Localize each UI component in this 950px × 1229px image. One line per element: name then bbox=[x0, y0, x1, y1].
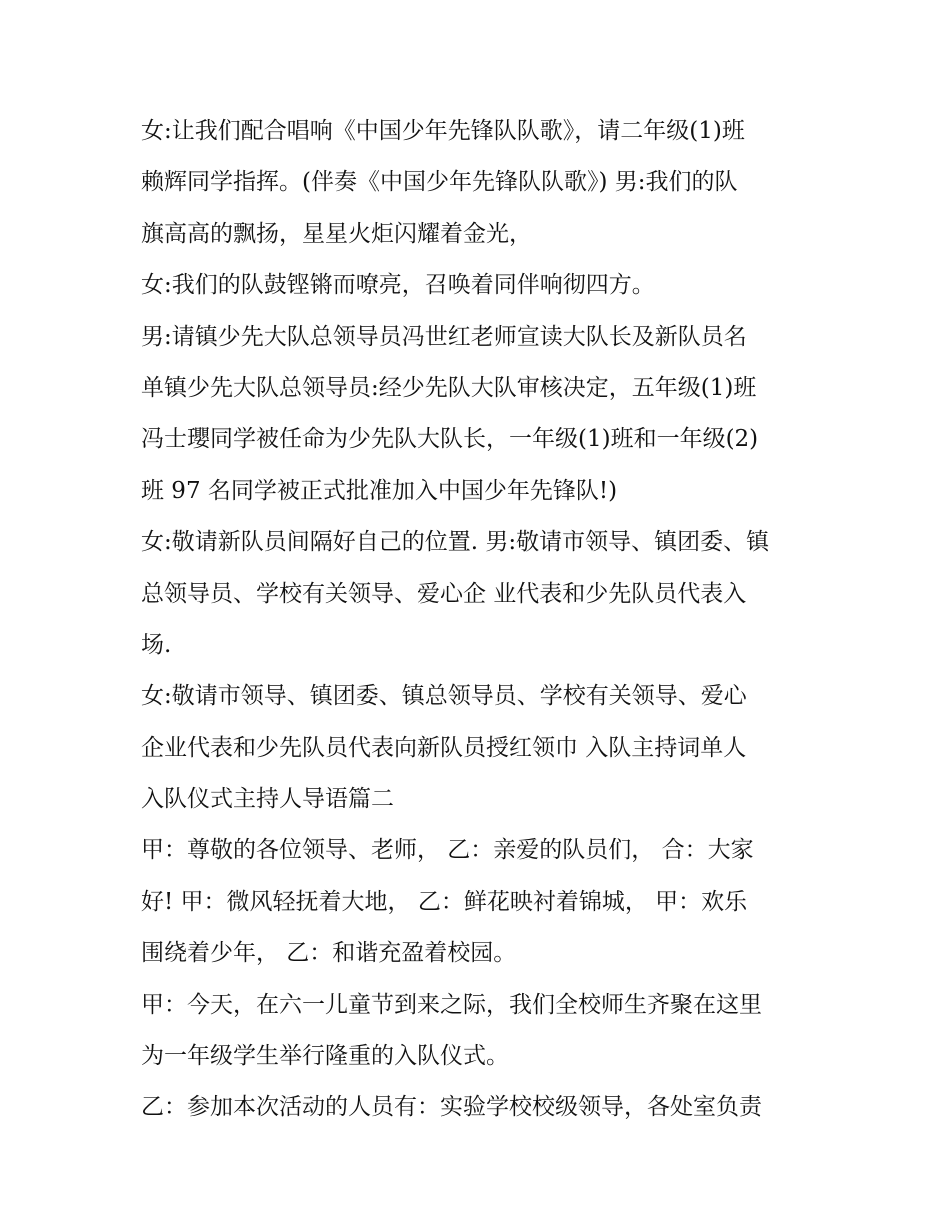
document-body bbox=[141, 106, 821, 1134]
text-line: 为一年级学生举行隆重的入队仪式。 bbox=[141, 1043, 509, 1070]
text-line: 男:请镇少先大队总领导员冯世红老师宣读大队长及新队员名 bbox=[141, 323, 747, 350]
text-line: 总领导员、学校有关领导、爱心企 业代表和少先队员代表入 bbox=[141, 580, 747, 607]
text-line: 女:敬请市领导、镇团委、镇总领导员、学校有关领导、爱心 bbox=[141, 683, 747, 710]
text-line: 好! 甲：微风轻抚着大地， 乙：鲜花映衬着锦城， 甲：欢乐 bbox=[141, 888, 748, 915]
text-line: 甲：今天，在六一儿童节到来之际，我们全校师生齐聚在这里 bbox=[141, 991, 762, 1018]
text-line: 赖辉同学指挥。(伴奏《中国少年先锋队队歌》) 男:我们的队 bbox=[141, 169, 738, 196]
text-line: 围绕着少年， 乙：和谐充盈着校园。 bbox=[141, 940, 517, 967]
section-heading: 入队仪式主持人导语篇二 bbox=[141, 786, 394, 813]
text-line: 班 97 名同学被正式批准加入中国少年先锋队!) bbox=[141, 477, 618, 504]
text-line: 单镇少先大队总领导员:经少先队大队审核决定，五年级(1)班 bbox=[141, 374, 757, 401]
text-line: 场. bbox=[141, 631, 172, 658]
text-line: 冯士瓔同学被任命为少先队大队长，一年级(1)班和一年级(2) bbox=[141, 426, 759, 453]
text-line: 旗高高的飘扬，星星火炬闪耀着金光， bbox=[141, 220, 532, 247]
text-line: 企业代表和少先队员代表向新队员授红领巾 入队主持词单人 bbox=[141, 734, 747, 761]
text-line: 女:敬请新队员间隔好自己的位置. 男:敬请市领导、镇团委、镇 bbox=[141, 529, 770, 556]
text-line: 甲：尊敬的各位领导、老师， 乙：亲爱的队员们， 合：大家 bbox=[141, 837, 754, 864]
text-line: 乙：参加本次活动的人员有：实验学校校级领导，各处室负责 bbox=[141, 1094, 762, 1121]
text-line: 女:让我们配合唱响《中国少年先锋队队歌》，请二年级(1)班 bbox=[141, 118, 745, 144]
text-line: 女:我们的队鼓铿锵而嘹亮，召唤着同伴响彻四方。 bbox=[141, 272, 655, 299]
